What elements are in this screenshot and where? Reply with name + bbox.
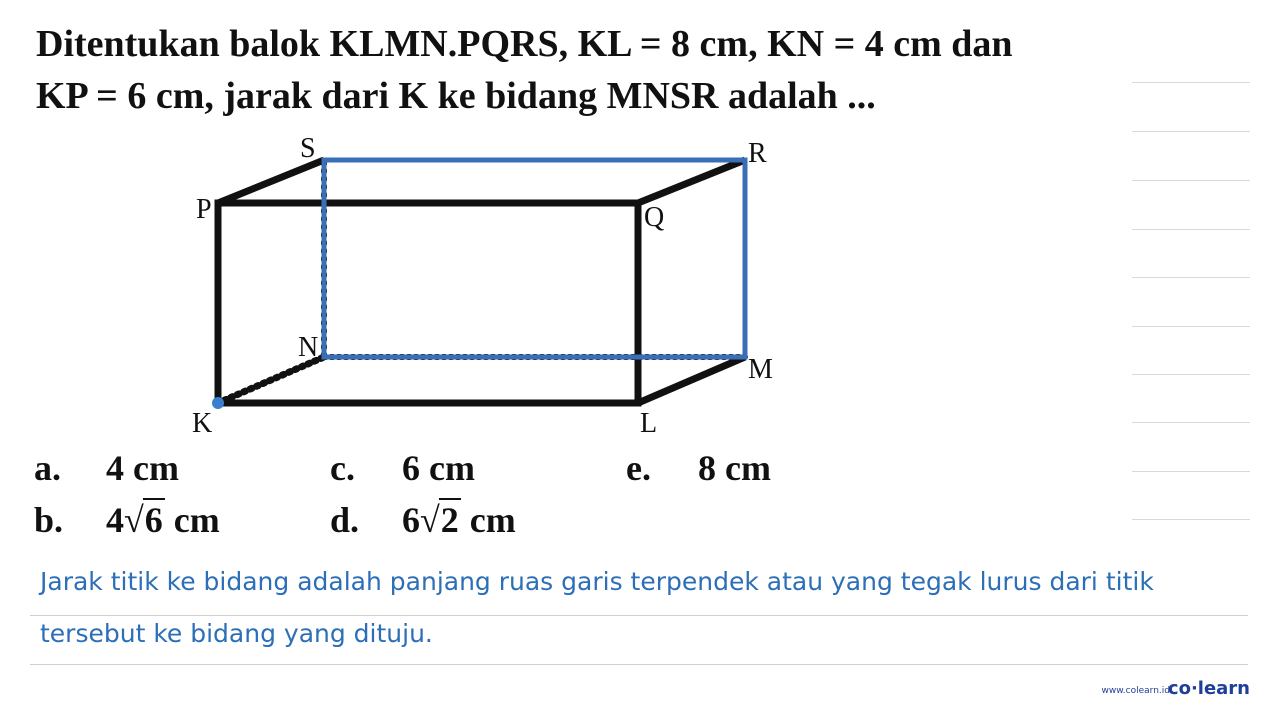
option-e-letter: e. — [626, 448, 651, 488]
edge-PS — [218, 160, 324, 203]
option-a-value: 4 cm — [106, 448, 179, 488]
option-d-radicand: 2 — [440, 500, 459, 540]
option-e[interactable] — [626, 446, 771, 490]
option-d[interactable] — [330, 498, 516, 542]
edge-LM — [638, 357, 745, 403]
option-a[interactable] — [34, 446, 179, 490]
vertex-label-Q: Q — [644, 202, 665, 233]
option-b[interactable] — [34, 498, 220, 542]
vertex-label-N: N — [298, 332, 319, 363]
explanation-line-1: Jarak titik ke bidang adalah panjang ruas garis terpendek atau yang tegak lurus dari titik — [40, 567, 1154, 596]
question-line-2: KP = 6 cm, jarak dari K ke bidang MNSR adalah ... — [36, 75, 876, 117]
option-b-letter: b. — [34, 500, 64, 540]
option-c[interactable] — [330, 446, 475, 490]
explanation-text — [40, 562, 1260, 666]
edge-KN — [218, 357, 324, 403]
option-b-unit: cm — [173, 500, 220, 540]
vertex-label-R: R — [748, 138, 767, 169]
point-K-marker — [212, 397, 224, 409]
option-b-radicand: 6 — [144, 500, 163, 540]
plane-MNSR — [324, 160, 745, 357]
option-d-coef: 6 — [402, 500, 420, 540]
option-e-value: 8 cm — [698, 448, 771, 488]
vertex-label-S: S — [300, 133, 316, 164]
option-b-coef: 4 — [106, 500, 124, 540]
option-d-unit: cm — [469, 500, 516, 540]
option-a-letter: a. — [34, 448, 61, 488]
colearn-logo: co·learn — [1167, 678, 1250, 699]
vertex-label-P: P — [196, 194, 212, 225]
option-d-letter: d. — [330, 500, 360, 540]
sqrt-symbol: √6 — [124, 500, 163, 540]
vertex-label-K: K — [192, 408, 213, 439]
sqrt-symbol: √2 — [420, 500, 459, 540]
explanation-line-2: tersebut ke bidang yang dituju. — [40, 619, 433, 648]
question-line-1: Ditentukan balok KLMN.PQRS, KL = 8 cm, KN = 4 cm dan — [36, 23, 1013, 65]
footer-site-url: www.colearn.id — [1101, 686, 1170, 696]
vertex-label-L: L — [640, 408, 658, 439]
option-c-letter: c. — [330, 448, 355, 488]
vertex-label-M: M — [748, 354, 773, 385]
edge-QR — [638, 160, 745, 203]
option-c-value: 6 cm — [402, 448, 475, 488]
